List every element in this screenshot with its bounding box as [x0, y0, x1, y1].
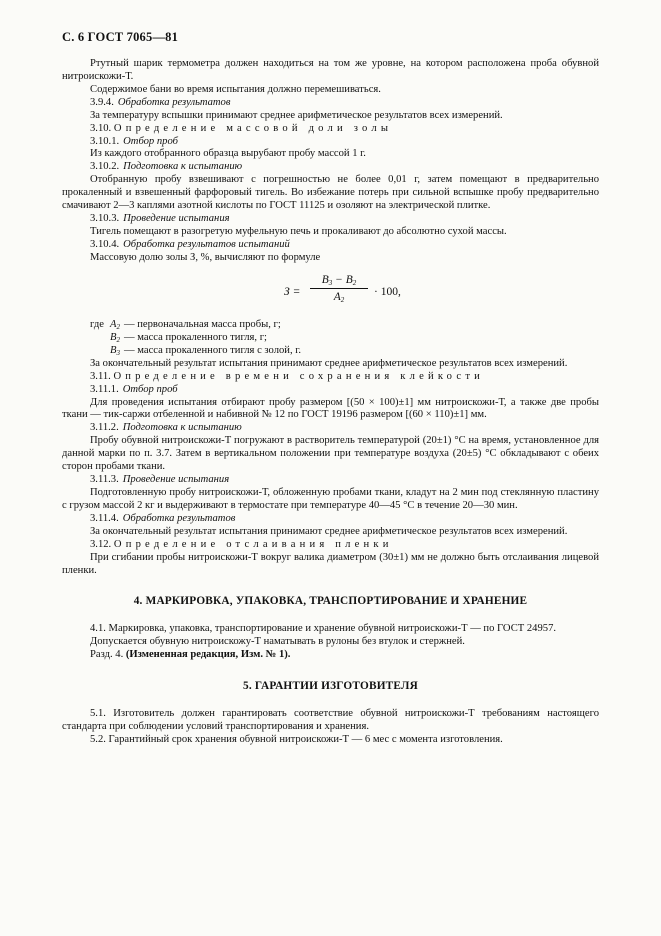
paragraph: 5.1. Изготовитель должен гарантировать соответствие обувной нитроискожи-Т требованиям настоящего стандарта при соблюдении условий транспортирования и хранения. — [62, 707, 599, 732]
document-body — [62, 58, 599, 747]
paragraph: Допускается обувную нитроискожу-Т наматывать в рулоны без втулок и стержней. — [90, 636, 465, 648]
formula-legend — [62, 319, 599, 358]
subsection-heading: 3.9.4. Обработка результатов — [90, 96, 231, 108]
legend-row: где $A_2$ — первоначальная масса пробы, г; — [90, 318, 281, 331]
formula-denominator: $A_2$ — [333, 291, 345, 305]
paragraph: При сгибании пробы нитроискожи-Т вокруг валика диаметром (30±1) мм не должно быть отслаивания лицевой пленки. — [62, 551, 599, 576]
section-heading: 3.10. Определение массовой доли золы — [90, 122, 393, 134]
formula-lhs: З = — [284, 285, 301, 298]
section-5-heading: 5. ГАРАНТИИ ИЗГОТОВИТЕЛЯ — [243, 679, 418, 692]
page-header: С. 6 ГОСТ 7065—81 — [62, 30, 179, 44]
paragraph: 5.2. Гарантийный срок хранения обувной нитроискожи-Т — 6 мес с момента изготовления. — [90, 733, 503, 745]
subsection-heading: 3.11.3. Проведение испытания — [90, 474, 230, 486]
paragraph: За окончательный результат испытания принимают среднее арифметическое результатов всех измерений. — [90, 357, 568, 369]
subsection-heading: 3.11.1. Отбор проб — [90, 383, 178, 395]
paragraph: Отобранную пробу взвешивают с погрешностью не более 0,01 г, затем помещают в предварительно прокаленный и взвешенный фарфоровый тигель. Во избежание потерь при сильной вспышке пробу предварительно смачивают 2—3 каплями азотной кислоты по ГОСТ 11125 и озоляют на электрической плитке. — [62, 174, 599, 212]
paragraph: Ртутный шарик термометра должен находиться на том же уровне, на котором расположена проба обувной нитроискожи-Т. — [62, 58, 599, 82]
subsection-heading: 3.10.4. Обработка результатов испытаний — [90, 238, 290, 250]
paragraph: Для проведения испытания отбирают пробу размером [(50 × 100)±1] мм нитроискожи-Т, а также две пробы ткани — тик-саржи отбеленной и набивной № 12 по ГОСТ 19196 размером [(60 × 110)±1] мм. — [62, 396, 599, 421]
paragraph: Пробу обувной нитроискожи-Т погружают в растворитель температурой (20±1) °С на время, установленное для данной марки по п. 3.7. Затем в вертикальном положении при температуре воздуха (20±5) °С обкладывают с обеих сторон пробами ткани. — [62, 435, 599, 473]
subsection-heading: 3.11.4. Обработка результатов — [90, 512, 236, 524]
formula-multiplier: · 100, — [374, 285, 401, 298]
paragraph: Из каждого отобранного образца вырубают пробу массой 1 г. — [90, 148, 366, 160]
paragraph: 4.1. Маркировка, упаковка, транспортирование и хранение обувной нитроискожи-Т — по ГОСТ 24957. — [90, 623, 557, 635]
paragraph: Массовую долю золы З, %, вычисляют по формуле — [90, 251, 321, 263]
formula-numerator: $B_3 - B_2$ — [310, 273, 368, 290]
section-heading: 3.11. Определение времени сохранения клейкости — [90, 370, 485, 382]
formula-fraction — [310, 273, 368, 305]
amendment-note: Разд. 4. (Измененная редакция, Изм. № 1). — [90, 649, 291, 661]
paragraph: Тигель помещают в разогретую муфельную печь и прокаливают до абсолютно сухой массы. — [90, 225, 507, 237]
paragraph: Содержимое бани во время испытания должно перемешиваться. — [90, 83, 381, 95]
section-4-heading: 4. МАРКИРОВКА, УПАКОВКА, ТРАНСПОРТИРОВАНИЕ И ХРАНЕНИЕ — [133, 595, 528, 608]
section-heading: 3.12. Определение отслаивания пленки — [90, 538, 393, 550]
subsection-heading: 3.11.2. Подготовка к испытанию — [90, 422, 242, 434]
ash-formula — [62, 271, 599, 315]
paragraph: Подготовленную пробу нитроискожи-Т, обложенную пробами ткани, кладут на 2 мин под стеклянную пластину с грузом массой 2 кг и выдерживают в термостате при температуре 40—45 °С в течение 20—30 мин. — [62, 486, 599, 511]
paragraph: За окончательный результат испытания принимают среднее арифметическое результатов всех измерений. — [90, 525, 568, 537]
subsection-heading: 3.10.1. Отбор проб — [90, 135, 178, 147]
paragraph: За температуру вспышки принимают среднее арифметическое результатов всех измерений. — [90, 109, 503, 121]
subsection-heading: 3.10.2. Подготовка к испытанию — [90, 161, 243, 173]
subsection-heading: 3.10.3. Проведение испытания — [90, 213, 230, 225]
legend-row: $B_2$ — масса прокаленного тигля, г; — [110, 331, 268, 344]
legend-row: $B_3$ — масса прокаленного тигля с золой, г. — [110, 344, 302, 357]
